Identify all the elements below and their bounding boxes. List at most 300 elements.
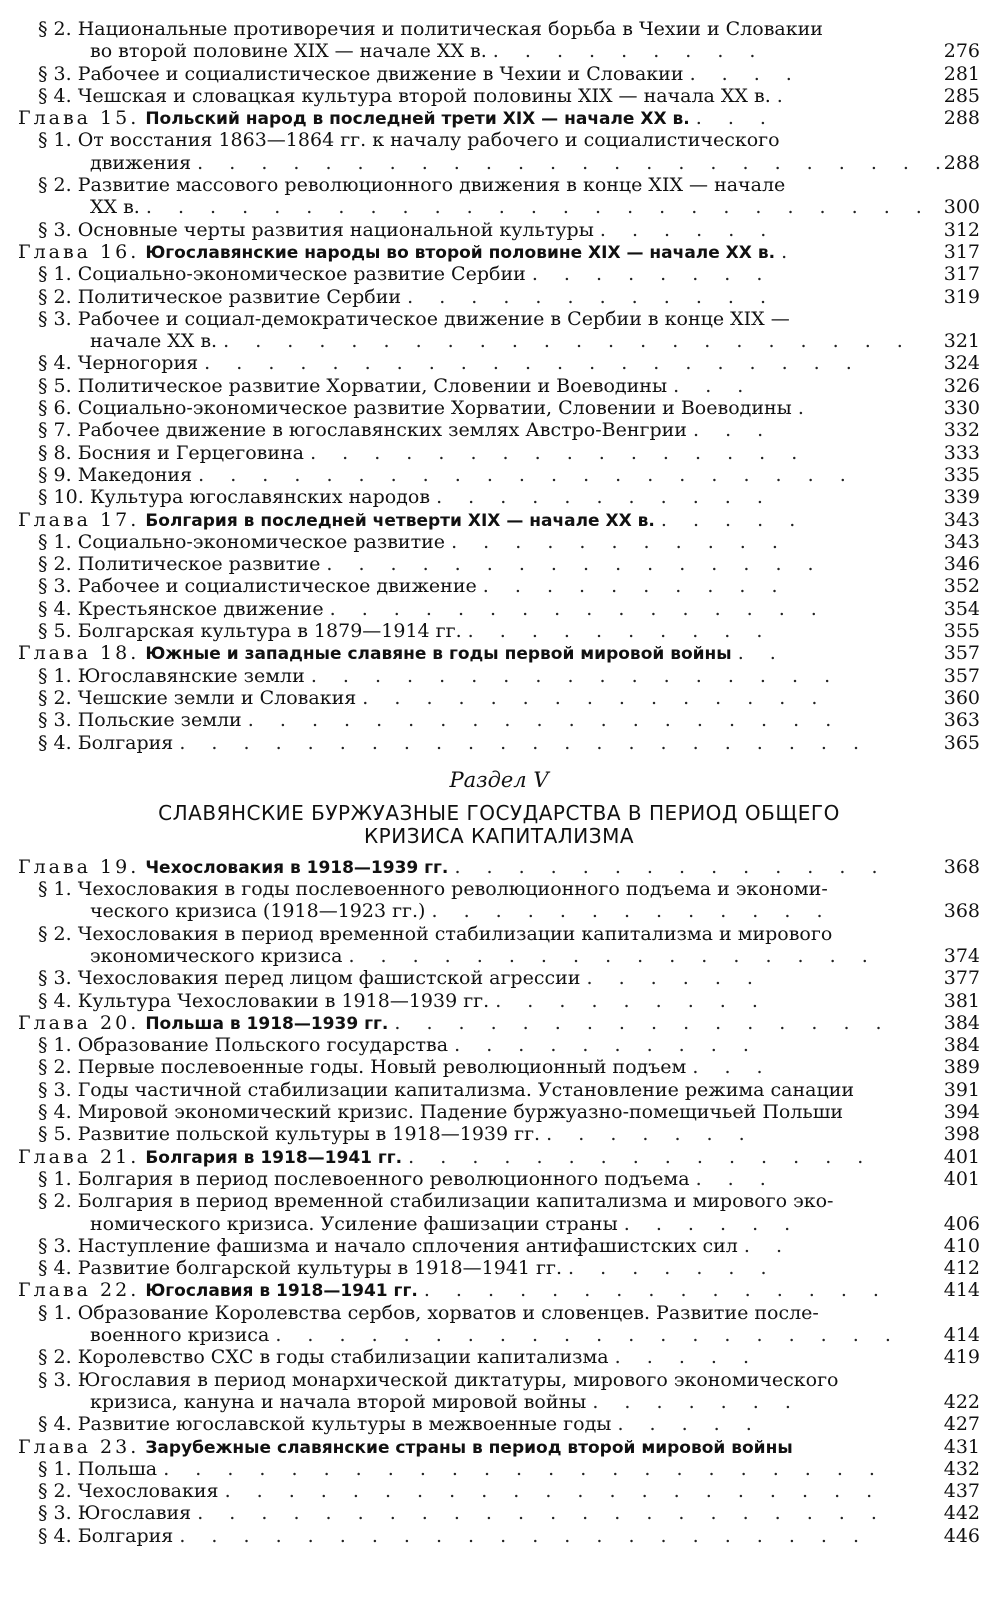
section-entry [18, 575, 980, 597]
leader-dots: . . . . . . . . . . . . . [431, 900, 833, 923]
section-entry [18, 531, 980, 553]
section-number: § 2. [38, 1480, 72, 1503]
section-title: Национальные противоречия и политическая борьба в Чехии и Словакии [77, 18, 823, 40]
page-number: 324 [943, 352, 980, 375]
section-entry [18, 1168, 980, 1190]
page-number: 319 [943, 285, 980, 308]
section-text [38, 967, 763, 989]
section-entry [18, 665, 980, 687]
section-title: Мировой экономический кризис. Падение буржуазно-помещичьей Польши [77, 1101, 844, 1124]
page-number: 333 [943, 441, 980, 464]
page-number: 339 [943, 486, 980, 509]
section-entry [18, 1190, 980, 1212]
section-number: § 1. [38, 1034, 72, 1057]
leader-dots: . . . [695, 1167, 776, 1190]
chapter-entry [18, 1436, 980, 1458]
section-text [38, 990, 768, 1012]
page-number: 365 [943, 731, 980, 754]
leader-dots: . [776, 84, 793, 107]
section-title: Черногория [77, 352, 199, 375]
section-number: § 1. [38, 129, 72, 152]
section-title: Основные черты развития национальной культуры [77, 218, 594, 241]
leader-dots: . . . . . . . . . . . . . . . . . . . . . . [179, 731, 870, 754]
page-number: 317 [943, 263, 980, 286]
section-entry [18, 263, 980, 285]
section-text [38, 18, 823, 40]
section-entry [18, 286, 980, 308]
chapter-text [18, 1012, 892, 1035]
section-entry [18, 732, 980, 754]
leader-dots: . . . . . . . . . . . . . . . . . . . . . . . [163, 1457, 885, 1480]
page-number: 332 [943, 419, 980, 442]
section-number: § 3. [38, 709, 72, 732]
section-title: Образование Королевства сербов, хорватов и словенцев. Развитие после- [77, 1301, 819, 1324]
section-title: Королевство СХС в годы стабилизации капитализма [77, 1346, 609, 1369]
leader-dots: . . . . . . . . . . . . . . . [408, 1145, 874, 1168]
chapter-prefix: Глава 21. [18, 1145, 140, 1168]
page-number: 374 [943, 944, 980, 967]
section-text [38, 263, 772, 285]
section-title: Югославия в период монархической диктатуры, мирового экономического [77, 1368, 839, 1391]
section-entry [18, 308, 980, 330]
leader-dots: . . . . . [617, 1413, 762, 1436]
chapter-entry [18, 1012, 980, 1034]
section-number: § 2. [38, 922, 72, 945]
continuation-title: XX в. [90, 196, 140, 219]
section-continuation [18, 945, 980, 967]
section-title: Развитие югославской культуры в межвоенные годы [77, 1413, 612, 1436]
section-entry [18, 464, 980, 486]
section-number: § 10. [38, 486, 84, 509]
section-entry [18, 687, 980, 709]
section-number: § 5. [38, 1123, 72, 1146]
leader-dots: . . . . . [614, 1346, 760, 1369]
section-title: Развитие польской культуры в 1918—1939 гг. [77, 1123, 541, 1146]
leader-dots: . . . . . . . . . . . . . . . . . . . [247, 709, 842, 732]
section-continuation [18, 900, 980, 922]
section-entry [18, 923, 980, 945]
section-number: § 2. [38, 1190, 72, 1213]
section-number: § 1. [38, 664, 72, 687]
chapter-entry [18, 1146, 980, 1168]
section-text [38, 1034, 759, 1056]
chapter-text [18, 107, 776, 130]
table-of-contents [18, 18, 980, 1547]
section-title: Социально-экономическое развитие Хорватии, Словении и Воеводины [77, 397, 792, 420]
page-number: 281 [943, 62, 980, 85]
leader-dots: . . . . . . . [568, 1257, 777, 1280]
chapter-prefix: Глава 22. [18, 1279, 140, 1302]
section-title: Чешская и словацкая культура второй половины XIX — начала XX в. [77, 84, 771, 107]
section-text [38, 1480, 882, 1502]
leader-dots: . . . . . . . . . . [454, 1034, 759, 1057]
section-entry [18, 878, 980, 900]
leader-dots: . [797, 397, 814, 420]
section-number: § 3. [38, 1502, 72, 1525]
continuation-title: кризиса, кануна и начала второй мировой войны [90, 1390, 587, 1413]
continuation-text [90, 945, 878, 967]
page-number: 401 [943, 1167, 980, 1190]
leader-dots: . . . . . . . . . . . . . . . . . [348, 944, 878, 967]
section-text [38, 1369, 838, 1391]
section-title: Годы частичной стабилизации капитализма. Установление режима санации [77, 1078, 855, 1101]
part-label: Раздел V [449, 767, 549, 792]
section-title: Развитие массового революционного движения в конце XIX — начале [77, 174, 786, 197]
section-number: § 3. [38, 62, 72, 85]
page-number: 381 [943, 989, 980, 1012]
section-entry [18, 419, 980, 441]
section-number: § 4. [38, 1524, 72, 1547]
section-number: § 8. [38, 441, 72, 464]
section-text [38, 1525, 869, 1547]
page-number: 427 [943, 1413, 980, 1436]
chapter-text [18, 241, 797, 264]
section-number: § 6. [38, 397, 72, 420]
toc-block-2 [18, 856, 980, 1547]
leader-dots: . . . . . . . . . . . . . . . . . . . . . . [197, 1502, 887, 1525]
section-number: § 2. [38, 686, 72, 709]
chapter-entry [18, 1279, 980, 1301]
section-title: Босния и Герцеговина [77, 441, 305, 464]
section-entry [18, 85, 980, 107]
leader-dots: . . . . [689, 62, 802, 85]
page-number: 398 [943, 1123, 980, 1146]
leader-dots: . . . . . . . . . . . . . . . . [329, 597, 827, 620]
page-number: 419 [943, 1346, 980, 1369]
section-title: Чешские земли и Словакия [77, 686, 357, 709]
page-number: 412 [943, 1257, 980, 1280]
page-number: 414 [943, 1324, 980, 1347]
section-text [38, 1056, 773, 1078]
section-number: § 1. [38, 1457, 72, 1480]
section-continuation [18, 1213, 980, 1235]
leader-dots: . [781, 240, 798, 263]
page-number: 300 [943, 196, 980, 219]
section-text [38, 375, 753, 397]
page-number: 346 [943, 553, 980, 576]
chapter-text [18, 1279, 889, 1302]
section-number: § 4. [38, 989, 72, 1012]
leader-dots: . . [743, 1234, 793, 1257]
section-title: Чехословакия в период временной стабилизации капитализма и мирового [77, 922, 833, 945]
section-entry [18, 486, 980, 508]
section-number: § 4. [38, 84, 72, 107]
page-number: 446 [943, 1524, 980, 1547]
section-entry [18, 352, 980, 374]
section-entry [18, 1302, 980, 1324]
leader-dots: . . . . . . . . [531, 263, 773, 286]
chapter-text [18, 509, 805, 532]
section-entry [18, 219, 980, 241]
page-number: 406 [943, 1212, 980, 1235]
continuation-text [90, 152, 951, 174]
section-text [38, 174, 785, 196]
page-number: 410 [943, 1234, 980, 1257]
section-title: Болгарская культура в 1879—1914 гг. [77, 620, 462, 643]
section-title: Болгария [77, 1524, 174, 1547]
leader-dots: . . . . . . . . . . . . . . . . [310, 441, 808, 464]
section-entry [18, 709, 980, 731]
chapter-title: Болгария в последней четверти XIX — начале XX в. [145, 510, 655, 531]
section-title: Болгария [77, 731, 174, 754]
chapter-title: Польша в 1918—1939 гг. [145, 1013, 389, 1034]
page-number: 285 [943, 84, 980, 107]
section-entry [18, 553, 980, 575]
section-number: § 5. [38, 374, 72, 397]
leader-dots: . . . . . . . . . . . . [407, 285, 777, 308]
section-continuation [18, 330, 980, 352]
section-title: Чехословакия в годы послевоенного революционного подъема и экономи- [77, 878, 828, 901]
section-text [38, 665, 840, 687]
chapter-entry [18, 241, 980, 263]
chapter-entry [18, 642, 980, 664]
chapter-entry [18, 107, 980, 129]
section-number: § 4. [38, 1257, 72, 1280]
page-number: 326 [943, 374, 980, 397]
section-entry [18, 129, 980, 151]
section-text [38, 397, 814, 419]
section-number: § 3. [38, 307, 72, 330]
section-text [38, 709, 841, 731]
section-text [38, 286, 776, 308]
page-number: 288 [943, 107, 980, 130]
section-text [38, 1413, 762, 1435]
continuation-text [90, 1324, 901, 1346]
leader-dots: . . . . . . . [546, 1123, 755, 1146]
leader-dots: . . . . . . . . . . . . . . . . . [310, 664, 841, 687]
page-number: 394 [943, 1101, 980, 1124]
leader-dots: . . . . . . [599, 218, 777, 241]
leader-dots: . . . [695, 107, 776, 130]
section-title: Наступление фашизма и начало сплочения антифашистских сил [77, 1234, 738, 1257]
continuation-title: военного кризиса [90, 1324, 270, 1347]
section-title: Крестьянское движение [77, 597, 324, 620]
page-number: 384 [943, 1011, 980, 1034]
section-title: Политическое развитие [77, 553, 321, 576]
section-entry [18, 1369, 980, 1391]
section-title: Рабочее и социалистическое движение в Чехии и Словакии [77, 62, 684, 85]
section-entry [18, 1346, 980, 1368]
section-number: § 2. [38, 18, 72, 40]
section-continuation [18, 152, 980, 174]
section-text [38, 531, 788, 553]
section-text [38, 308, 790, 330]
page-number: 343 [943, 508, 980, 531]
section-text [38, 1458, 885, 1480]
chapter-title: Югославия в 1918—1941 гг. [145, 1281, 418, 1302]
chapter-entry [18, 856, 980, 878]
page-number: 391 [943, 1078, 980, 1101]
chapter-title: Польский народ в последней трети XIX — начале XX в. [145, 109, 690, 130]
section-number: § 1. [38, 1167, 72, 1190]
leader-dots: . . . . . . . . . . . . . . . . . . . . . . [179, 1524, 870, 1547]
section-number: § 4. [38, 1101, 72, 1124]
section-text [38, 598, 827, 620]
leader-dots: . . . . . . . . . . . . . . . . . . . . . [204, 352, 862, 375]
section-text [38, 352, 862, 374]
chapter-text [18, 1146, 873, 1169]
continuation-title: экономического кризиса [90, 944, 343, 967]
page-number: 389 [943, 1056, 980, 1079]
section-number: § 2. [38, 1346, 72, 1369]
section-text [38, 732, 869, 754]
leader-dots: . . . . . . . . . . . . . . . . . . . . [275, 1324, 901, 1347]
section-entry [18, 1458, 980, 1480]
continuation-text [90, 1213, 800, 1235]
continuation-text [90, 330, 913, 352]
section-text [38, 85, 793, 107]
section-entry [18, 1056, 980, 1078]
leader-dots: . . . . . . . . . [495, 989, 768, 1012]
page-number: 401 [943, 1145, 980, 1168]
section-entry [18, 442, 980, 464]
section-entry [18, 1257, 980, 1279]
section-text [38, 1123, 755, 1145]
leader-dots: . . . . . . . . . . [467, 620, 773, 643]
page-number: 355 [943, 620, 980, 643]
page-number: 360 [943, 686, 980, 709]
page-number: 317 [943, 240, 980, 263]
section-text [38, 620, 772, 642]
part-title-line-2: КРИЗИСА КАПИТАЛИЗМА [363, 823, 635, 848]
section-entry [18, 1413, 980, 1435]
section-number: § 3. [38, 575, 72, 598]
section-text [38, 1302, 819, 1324]
section-number: § 2. [38, 285, 72, 308]
leader-dots: . . . . . . . . . . . . . . . . . . . . . . . . . [145, 196, 932, 219]
section-text [38, 1346, 759, 1368]
section-text [38, 1235, 792, 1257]
section-entry [18, 1480, 980, 1502]
section-text [38, 1190, 833, 1212]
page-number: 335 [943, 463, 980, 486]
leader-dots: . . . . . . . . . . . . . . . [362, 686, 828, 709]
section-continuation [18, 40, 980, 62]
leader-dots: . . . . . [660, 508, 806, 531]
leader-dots: . . . . . . . . . . [482, 575, 788, 598]
section-entry [18, 63, 980, 85]
leader-dots: . . [737, 642, 786, 665]
section-title: Югославия [77, 1502, 192, 1525]
section-title: Развитие болгарской культуры в 1918—1941 гг. [77, 1257, 562, 1280]
chapter-prefix: Глава 16. [18, 240, 140, 263]
section-text [38, 878, 828, 900]
section-entry [18, 1079, 980, 1101]
chapter-text [18, 1436, 793, 1459]
section-title: Политическое развитие Хорватии, Словении и Воеводины [77, 374, 668, 397]
page-number: 312 [943, 218, 980, 241]
page-number: 414 [943, 1279, 980, 1302]
part-title-line-1: СЛАВЯНСКИЕ БУРЖУАЗНЫЕ ГОСУДАРСТВА В ПЕРИОД ОБЩЕГО [158, 800, 840, 825]
section-title: Польские земли [77, 709, 242, 732]
continuation-title: номического кризиса. Усиление фашизации страны [90, 1212, 618, 1235]
section-title: Болгария в период временной стабилизации капитализма и мирового эко- [77, 1190, 834, 1213]
section-number: § 3. [38, 1078, 72, 1101]
page-number: 422 [943, 1390, 980, 1413]
section-number: § 4. [38, 1413, 72, 1436]
continuation-title: начале XX в. [90, 330, 218, 353]
section-text [38, 1079, 854, 1101]
leader-dots: . . . . . . . . . . . . . . . . . . . . . [198, 463, 856, 486]
section-number: § 1. [38, 1301, 72, 1324]
section-continuation [18, 1324, 980, 1346]
page-number: 321 [943, 330, 980, 353]
section-number: § 2. [38, 553, 72, 576]
section-number: § 3. [38, 967, 72, 990]
section-title: Политическое развитие Сербии [77, 285, 402, 308]
leader-dots: . . . . . . . . . . . . . . . . . . . . . . . . [197, 151, 952, 174]
section-number: § 1. [38, 530, 72, 553]
section-entry [18, 1101, 980, 1123]
section-number: § 3. [38, 1368, 72, 1391]
section-number: § 3. [38, 1234, 72, 1257]
page-number: 368 [943, 900, 980, 923]
section-title: Рабочее и социалистическое движение [77, 575, 477, 598]
chapter-prefix: Глава 18. [18, 642, 140, 665]
continuation-text [90, 196, 932, 218]
page-number: 357 [943, 664, 980, 687]
section-title: Македония [77, 463, 193, 486]
leader-dots: . . . . . . . . . . . . . . . . [394, 1011, 892, 1034]
section-entry [18, 375, 980, 397]
page-number: 442 [943, 1502, 980, 1525]
leader-dots: . . . . . . . . . . . [451, 530, 788, 553]
leader-dots: . . . . . . . . . . . . . . . . [326, 553, 824, 576]
section-number: § 7. [38, 419, 72, 442]
section-text [38, 1168, 776, 1190]
leader-dots: . . . [692, 1056, 773, 1079]
section-text [38, 575, 788, 597]
section-title: Югославянские земли [77, 664, 305, 687]
section-text [38, 419, 773, 441]
page-number: 377 [943, 967, 980, 990]
page-number: 431 [943, 1435, 980, 1458]
section-title: Образование Польского государства [77, 1034, 449, 1057]
page-number: 363 [943, 709, 980, 732]
page-number: 352 [943, 575, 980, 598]
section-title: Первые послевоенные годы. Новый революционный подъем [77, 1056, 687, 1079]
section-number: § 4. [38, 731, 72, 754]
part-title [18, 802, 980, 848]
section-title: Культура югославянских народов [89, 486, 431, 509]
chapter-title: Зарубежные славянские страны в период второй мировой войны [145, 1437, 793, 1458]
section-text [38, 486, 773, 508]
section-title: Чехословакия перед лицом фашистской агрессии [77, 967, 581, 990]
page-number: 432 [943, 1457, 980, 1480]
section-text [38, 1257, 777, 1279]
section-title: Социально-экономическое развитие [77, 530, 446, 553]
section-text [38, 219, 776, 241]
section-text [38, 1502, 887, 1524]
leader-dots: . . . [693, 419, 774, 442]
continuation-title: во второй половине XIX — начале XX в. [90, 40, 487, 63]
section-text [38, 1101, 843, 1123]
section-text [38, 687, 827, 709]
continuation-title: ческого кризиса (1918—1923 гг.) [90, 900, 426, 923]
chapter-prefix: Глава 20. [18, 1011, 140, 1034]
chapter-text [18, 642, 786, 665]
section-title: Чехословакия [77, 1480, 219, 1503]
chapter-text [18, 856, 888, 879]
section-text [38, 464, 856, 486]
leader-dots: . . . . . . . . . . . . . . [454, 855, 888, 878]
page-number: 343 [943, 530, 980, 553]
page-number: 276 [943, 40, 980, 63]
section-number: § 5. [38, 620, 72, 643]
chapter-prefix: Глава 17. [18, 508, 140, 531]
section-entry [18, 1123, 980, 1145]
section-entry [18, 990, 980, 1012]
